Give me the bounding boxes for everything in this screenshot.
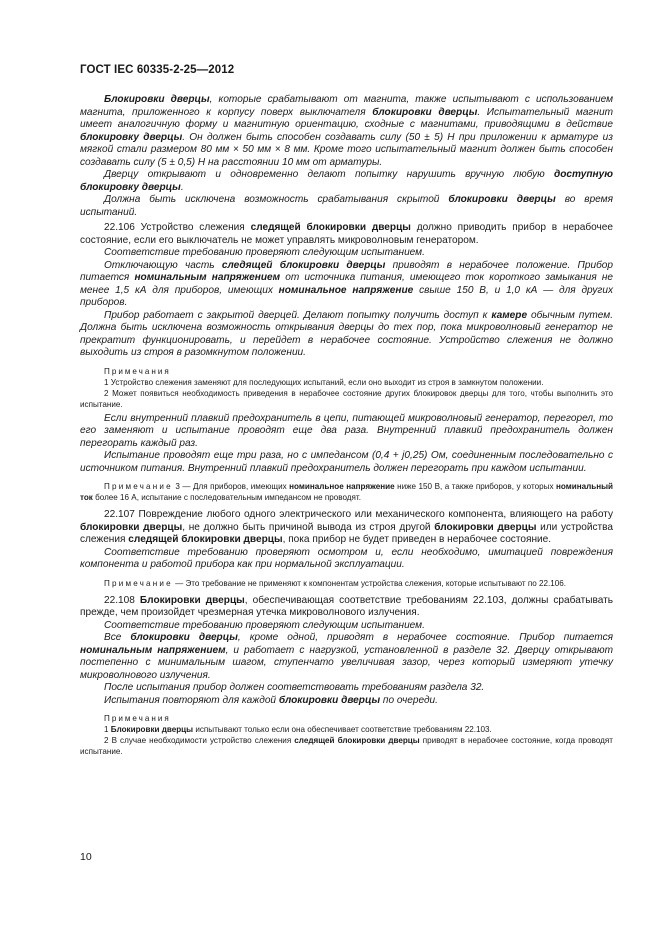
note-4-1: 1 Блокировки дверцы испытывают только если она обеспечивает соответствие требованиям 22.103.: [104, 725, 492, 734]
clause-22-107: 22.107 Повреждение любого одного электрического или механического компонента, влияющего на работу блокировки дверцы, не должно быть причиной вывода из строя другой блокировки дверцы или устройства слежения следящей блокировки дверцы, пока прибор не будет приведен в нерабочее состояние.: [80, 509, 613, 545]
note-3: Примечание 3 — Для приборов, имеющих номинальное напряжение ниже 150 В, а также приборов, у которых номинальный ток более 16 А, испытание с последовательным импедансом не проводят.: [80, 482, 614, 502]
paragraph-compliance-check: Соответствие требованию проверяют следующим испытанием.: [104, 247, 425, 258]
paragraph-door-open-test: Дверцу открывают и одновременно делают попытку нарушить вручную любую доступную блокировку дверцы.: [80, 169, 613, 193]
paragraph-switching-part: Отключающую часть следящей блокировки дверцы приводят в нерабочее положение. Прибор питается номинальным напряжением от источника питания, имеющего ток короткого замыкания не менее 1,5 кА для приборов, имеющих номинальное напряжение свыше 150 В, и 1,0 кА — для других приборов.: [80, 259, 614, 308]
paragraph-after-test: После испытания прибор должен соответствовать требованиям раздела 32.: [104, 682, 485, 693]
paragraph-inspection: Соответствие требованию проверяют осмотром и, если необходимо, имитацией повреждения компонента и работой прибора как при нормальной эксплуатации.: [80, 546, 613, 570]
standard-header: ГОСТ IEC 60335-2-25—2012: [80, 64, 235, 76]
note-2: 2 Может появиться необходимость приведения в нерабочее состояние других блокировок дверцы для того, чтобы выполнить это испытание.: [80, 388, 613, 409]
notes-heading-2: Примечания: [104, 714, 171, 723]
clause-22-108: 22.108 Блокировки дверцы, обеспечивающая соответствие требованиям 22.103, должны срабатывать прежде, чем произойдет чрезмерная утечка микроволнового излучения.: [80, 594, 613, 618]
paragraph-compliance-check-2: Соответствие требованию проверяют следующим испытанием.: [104, 619, 425, 631]
paragraph-hidden-interlock: Должна быть исключена возможность срабатывания скрытой блокировки дверцы во время испытаний.: [80, 194, 613, 218]
paragraph-magnet-test: Блокировки дверцы, которые срабатывают от магнита, также испытывают с использованием магнита, приложенного к корпусу поверх выключателя блокировки дверцы. Испытательный магнит имеет аналогичную форму и магнитную ориентацию, сходные с магнитами, приводящими в действие блокировку дверцы. Он должен быть способен создавать силу (50 ± 5) Н при приложении к арматуре из мягкой стали размером 80 мм × 50 мм × 8 мм. Кроме того испытательный магнит должен быть способен создавать силу (5 ± 0,5) Н на расстоянии 10 мм от арматуры.: [80, 94, 614, 168]
paragraph-fuse: Если внутренний плавкий предохранитель в цепи, питающей микроволновый генератор, перегорел, то его заменяют и испытание проводят еще два раза. Внутренний плавкий предохранитель должен перегорать каждый раз.: [80, 412, 613, 449]
notes-heading: Примечания: [104, 366, 171, 376]
paragraph-closed-door: Прибор работает с закрытой дверцей. Делают попытку получить доступ к камере обычным путем. Должна быть исключена возможность открывания дверцы до тех пор, пока микроволновый генератор не прекратит функционировать, и перейдет в нерабочее состояние. Устройство слежения не должно выходить из строя в разомкнутом положении.: [80, 309, 614, 358]
note-monitoring: Примечание — Это требование не применяют к компонентам устройства слежения, которые испытывают по 22.106.: [104, 578, 567, 588]
paragraph-impedance: Испытание проводят еще три раза, но с импедансом (0,4 + j0,25) Ом, соединенным последовательно с источником питания. Внутренний плавкий предохранитель должен перегорать при каждом испытании.: [80, 450, 613, 474]
paragraph-all-interlocks: Все блокировки дверцы, кроме одной, приводят в нерабочее состояние. Прибор питается номинальным напряжением, и работает с нагрузкой, установленной в разделе 32. Дверцу открывают постепенно с минимальным шагом, ступенчато увеличивая зазор, через который измеряют утечку микроволнового излучения.: [80, 632, 614, 681]
page-number: 10: [80, 851, 92, 863]
clause-22-106: 22.106 Устройство слежения следящей блокировки дверцы должно приводить прибор в нерабочее состояние, если его выключатель не может управлять микроволновым генератором.: [80, 222, 614, 246]
paragraph-repeat: Испытания повторяют для каждой блокировки дверцы по очереди.: [104, 694, 438, 706]
page-body: [80, 94, 613, 757]
note-4-2: 2 В случае необходимости устройство слежения следящей блокировки дверцы приводят в нерабочее состояние, когда проводят испытание.: [80, 736, 613, 756]
note-1: 1 Устройство слежения заменяют для последующих испытаний, если оно выходит из строя в замкнутом положении.: [104, 377, 544, 387]
